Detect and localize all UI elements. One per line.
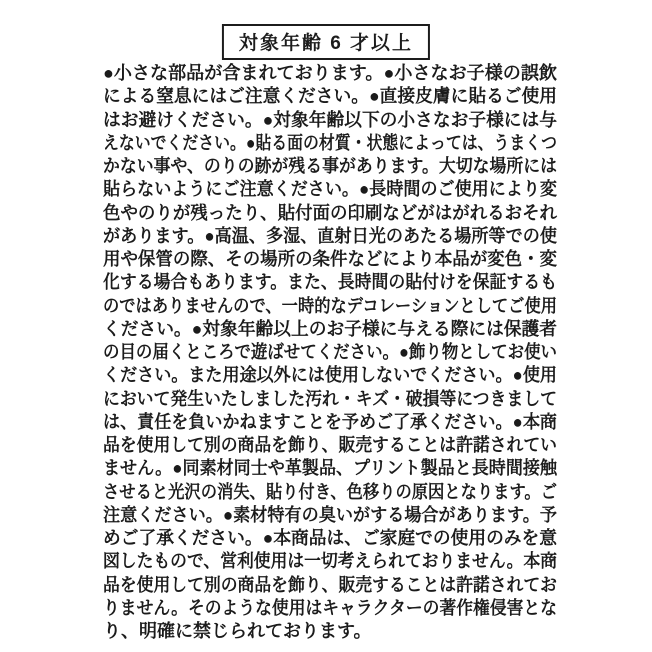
- notice-line: [103, 132, 557, 155]
- notice-line: [103, 109, 557, 132]
- notice-line-text: 化する場合もあります。また、長時間の貼付けを保証するも: [103, 272, 557, 293]
- notice-line-text: の目の届くところで遊ばせてください。●飾り物としてお使い: [103, 342, 557, 362]
- notice-line: [103, 527, 557, 550]
- notice-line: [103, 504, 557, 527]
- notice-line-text: かない事や、のりの跡が残る事があります。大切な場所には: [103, 156, 557, 176]
- notice-line: [103, 574, 557, 597]
- notice-line: [103, 62, 557, 85]
- notice-line-text: において発生いたしました汚れ・キズ・破損等につきまして: [103, 388, 557, 409]
- notice-line: [103, 202, 557, 225]
- notice-line: [103, 411, 557, 434]
- notice-line-text: 図したもので、営利使用は一切考えられておりません。本商: [103, 551, 557, 572]
- age-restriction-box: [222, 24, 430, 60]
- notice-line-text: 色やのりが残ったり、貼付面の印刷などがはがれるおそれ: [103, 202, 557, 223]
- notice-line: [103, 85, 557, 108]
- notice-line-last: [103, 620, 557, 643]
- notice-line-text: り、明確に禁じられております。: [103, 621, 372, 641]
- notice-text-block: [103, 62, 557, 643]
- notice-line-text: ●小さな部品が含まれております。●小さなお子様の誤飲: [103, 63, 557, 83]
- notice-line: [103, 295, 557, 318]
- notice-line-text: 用や保管の際、その場所の条件などにより本品が変色・変: [103, 249, 557, 269]
- notice-line-text: ください。●対象年齢以上のお子様に与える際には保護者: [103, 318, 557, 339]
- notice-line: [103, 178, 557, 201]
- notice-line-text: 貼らないようにご注意ください。●長時間のご使用により変: [103, 179, 557, 200]
- notice-line-text: があります。●高温、多湿、直射日光のあたる場所等での使: [103, 225, 557, 246]
- notice-line-text: させると光沢の消失、貼り付き、色移りの原因となります。ご: [103, 481, 557, 502]
- notice-line: [103, 364, 557, 387]
- notice-line-text: ください。また用途以外には使用しないでください。●使用: [103, 365, 557, 386]
- notice-line: [103, 341, 557, 364]
- notice-line-text: 注意ください。●素材特有の臭いがする場合があります。予: [103, 504, 557, 525]
- age-restriction-text: 対象年齢 6 才以上: [238, 33, 414, 54]
- notice-line: [103, 155, 557, 178]
- notice-line-text: 品を使用して別の商品を飾り、販売することは許諾されてお: [103, 574, 557, 595]
- notice-line: [103, 597, 557, 620]
- notice-line-text: は、責任を負いかねますことを予めご了承ください。●本商: [103, 411, 557, 432]
- notice-line-text: のではありませんので、一時的なデコレーションとしてご使用: [103, 295, 557, 316]
- notice-line: [103, 434, 557, 457]
- notice-line: [103, 225, 557, 248]
- notice-line-text: めご了承ください。●本商品は、ご家庭での使用のみを意: [103, 528, 557, 548]
- notice-line-text: ません。●同素材同士や革製品、プリント製品と長時間接触: [103, 458, 557, 479]
- notice-line: [103, 457, 557, 480]
- notice-line: [103, 481, 557, 504]
- notice-line: [103, 550, 557, 573]
- notice-line-text: 品を使用して別の商品を飾り、販売することは許諾されてい: [103, 435, 557, 455]
- notice-line: [103, 318, 557, 341]
- notice-line-text: による窒息にはご注意ください。●直接皮膚に貼るご使用: [103, 86, 557, 107]
- notice-line: [103, 388, 557, 411]
- notice-line: [103, 271, 557, 294]
- notice-line-text: えないでください。●貼る面の材質・状態によっては、うまくつ: [103, 132, 557, 153]
- notice-line: [103, 248, 557, 271]
- notice-line-text: はお避けください。●対象年齢以下の小さなお子様には与: [103, 109, 557, 130]
- notice-line-text: りません。そのような使用はキャラクターの著作権侵害とな: [103, 597, 557, 618]
